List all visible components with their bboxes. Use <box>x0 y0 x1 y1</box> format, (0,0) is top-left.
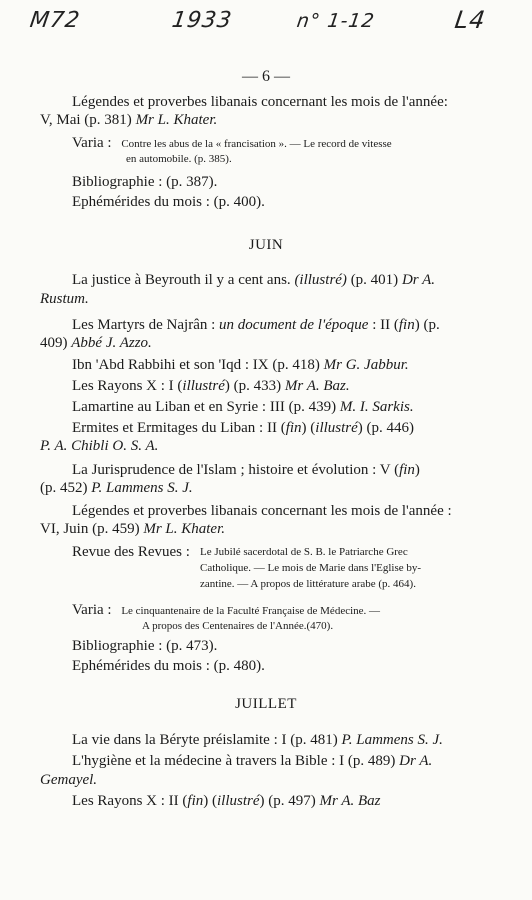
juin-entry-2-cont: 409) Abbé J. Azzo. <box>40 335 152 351</box>
juin-revue-line2: Catholique. — Le mois de Marie dans l'Eglise by- <box>200 562 422 574</box>
juin-varia-line2: A propos des Centenaires de l'Année.(470). <box>142 620 334 632</box>
juin-revue-line1: Le Jubilé sacerdotal de S. B. le Patriarche Grec <box>200 546 408 558</box>
handwritten-issues: n° 1-12 <box>295 10 377 32</box>
juin-entry-3: Ibn 'Abd Rabbihi et son 'Iqd : IX (p. 418) Mr G. Jabbur. <box>72 357 409 373</box>
juin-entry-8: Légendes et proverbes libanais concernant les mois de l'année : <box>72 503 452 519</box>
juin-entry-7: La Jurisprudence de l'Islam ; histoire et évolution : V (fin) <box>72 462 420 478</box>
juin-entry-6: Ermites et Ermitages du Liban : II (fin) (illustré) (p. 446) <box>72 420 415 436</box>
juin-entry-4: Les Rayons X : I (illustré) (p. 433) Mr A. Baz. <box>72 378 350 394</box>
juin-entry-2: Les Martyrs de Najrân : un document de l'époque : II (fin) (p. <box>72 317 440 333</box>
juin-entry-5: Lamartine au Liban et en Syrie : III (p. 439) M. I. Sarkis. <box>72 399 414 415</box>
juillet-entry-2-cont: Gemayel. <box>40 772 98 788</box>
juillet-entry-2: L'hygiène et la médecine à travers la Bible : I (p. 489) Dr A. <box>72 753 433 769</box>
may-legendes-line2: V, Mai (p. 381) Mr L. Khater. <box>40 112 218 128</box>
juin-ephemerides: Ephémérides du mois : (p. 480). <box>72 658 265 674</box>
may-bibliographie: Bibliographie : (p. 387). <box>72 174 218 190</box>
juin-revue-label: Revue des Revues : <box>72 544 190 560</box>
may-legendes-line1: Légendes et proverbes libanais concernant les mois de l'année: <box>72 94 448 110</box>
juin-entry-1: La justice à Beyrouth il y a cent ans. (illustré) (p. 401) Dr A. <box>72 272 435 288</box>
handwritten-year: 1933 <box>170 8 234 33</box>
juillet-entry-1: La vie dans la Béryte préislamite : I (p. 481) P. Lammens S. J. <box>72 732 443 748</box>
page-number: — 6 — <box>242 68 290 85</box>
handwritten-code: L4 <box>453 6 488 34</box>
juin-entry-6-cont: P. A. Chibli O. S. A. <box>40 438 159 454</box>
juin-entry-7-cont: (p. 452) P. Lammens S. J. <box>40 480 193 496</box>
may-ephemerides: Ephémérides du mois : (p. 400). <box>72 194 265 210</box>
may-varia: Varia : Contre les abus de la « francisation ». — Le record de vitesse <box>72 135 392 151</box>
juin-bibliographie: Bibliographie : (p. 473). <box>72 638 218 654</box>
juin-entry-8-cont: VI, Juin (p. 459) Mr L. Khater. <box>40 521 226 537</box>
handwritten-shelfmark: M72 <box>28 8 82 33</box>
juin-revue-line3: zantine. — A propos de littérature arabe (p. 464). <box>200 578 416 590</box>
heading-juin: JUIN <box>248 237 284 253</box>
may-varia-line2: en automobile. (p. 385). <box>126 153 232 165</box>
juillet-entry-3: Les Rayons X : II (fin) (illustré) (p. 497) Mr A. Baz <box>72 793 381 809</box>
heading-juillet: JUILLET <box>235 696 297 712</box>
juin-entry-1-cont: Rustum. <box>40 291 89 307</box>
juin-varia: Varia : Le cinquantenaire de la Faculté Française de Médecine. — <box>72 602 381 618</box>
